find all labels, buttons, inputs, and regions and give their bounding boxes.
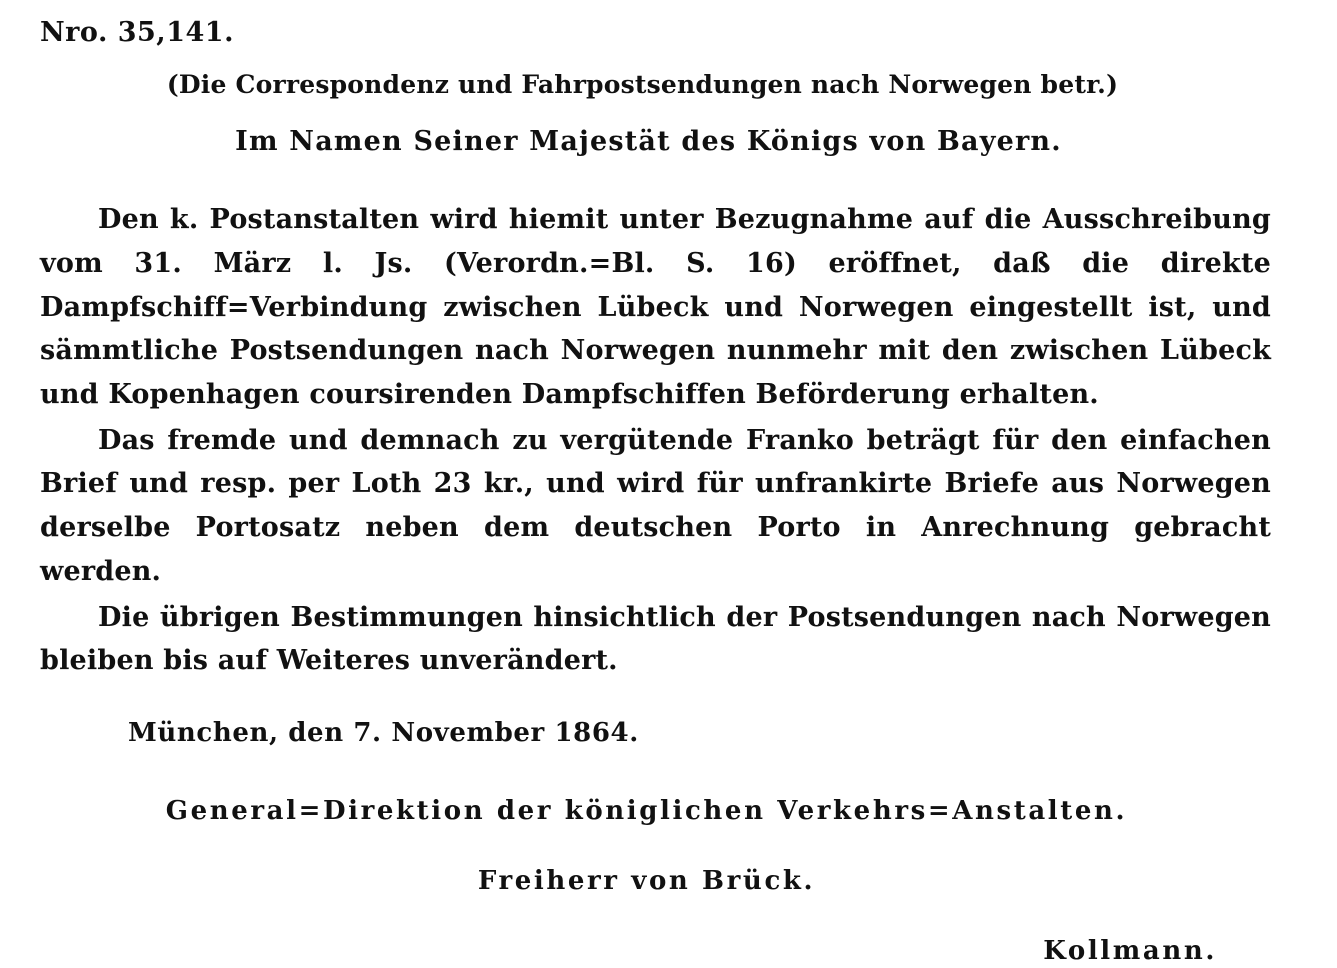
document-number: Nro. 35,141. <box>40 17 234 48</box>
body-paragraph: Das fremde und demnach zu vergütende Franko beträgt für den einfachen Brief und resp. per Loth 23 kr., und wird für unfrankirte Briefe aus Norwegen derselbe Portosatz neben dem deutschen Porto in Anrechnung gebracht werden. <box>40 424 1271 587</box>
body-paragraph: Die übrigen Bestimmungen hinsichtlich der Postsendungen nach Norwegen bleiben bis auf Weiteres unverändert. <box>40 601 1271 677</box>
signature-secondary: Kollmann. <box>1043 935 1217 966</box>
place-and-date: München, den 7. November 1864. <box>128 718 639 749</box>
body-paragraph: Den k. Postanstalten wird hiemit unter Bezugnahme auf die Ausschreibung vom 31. März l. Js. (Verordn.=Bl. S. 16) eröffnet, daß die direkte Dampfschiff=Verbindung zwischen Lübeck und Norwegen eingestellt ist, und sämmtliche Postsendungen nach Norwegen nunmehr mit den zwischen Lübeck und Kopenhagen coursirenden Dampfschiffen Beförderung erhalten. <box>40 204 1271 411</box>
document-heading: Im Namen Seiner Majestät des Königs von Bayern. <box>235 125 1062 157</box>
document-subject-line: (Die Correspondenz und Fahrpostsendungen nach Norwegen betr.) <box>166 69 1119 99</box>
signature-primary: Freiherr von Brück. <box>477 865 816 896</box>
issuing-authority: General=Direktion der königlichen Verkehrs=Anstalten. <box>165 795 1128 826</box>
